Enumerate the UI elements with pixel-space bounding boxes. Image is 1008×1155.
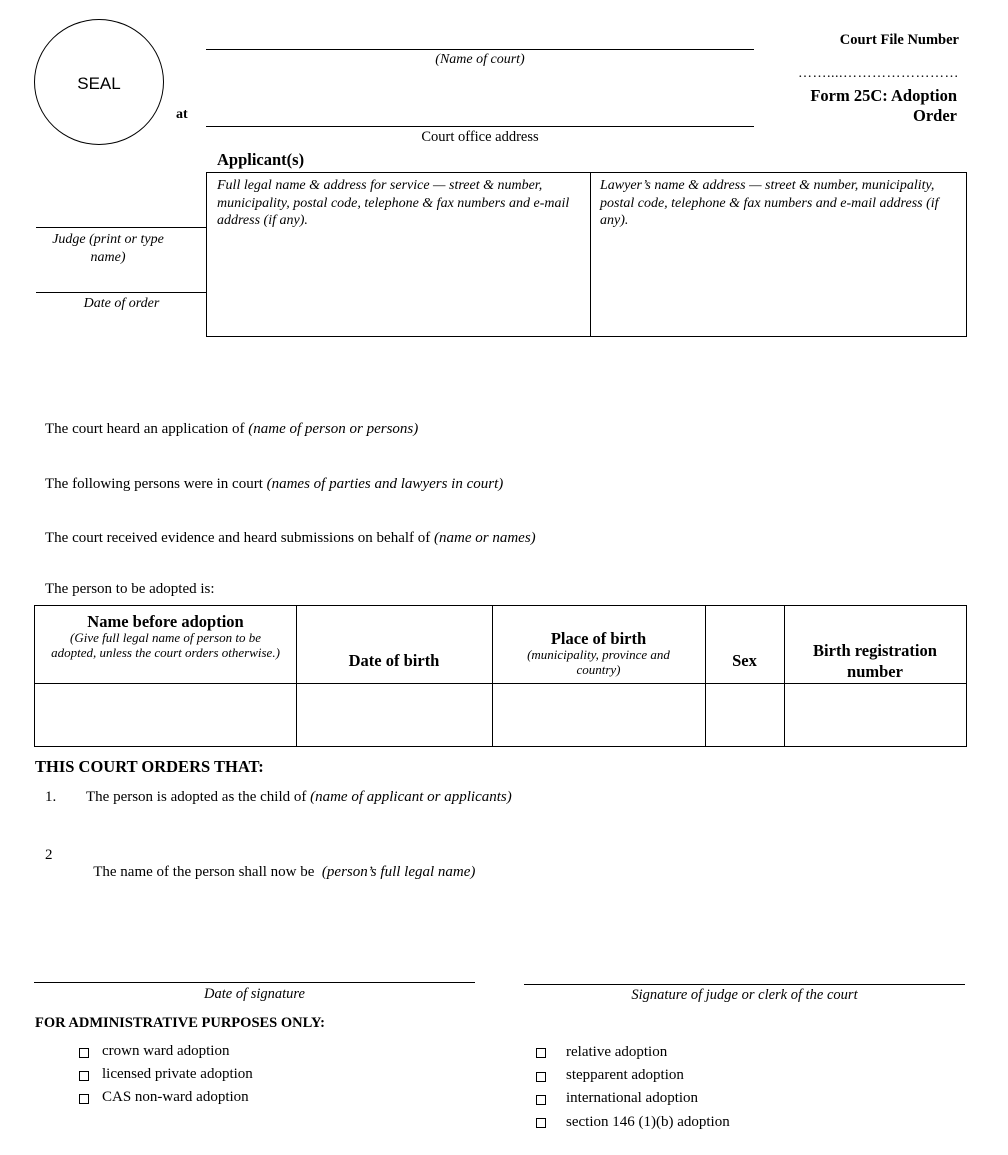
lawyer-cell-instructions: Lawyer’s name & address — street & number, municipality, postal code, telephone & fax numbers and e-mail address (if any). — [600, 178, 939, 228]
signature-line[interactable] — [524, 984, 965, 985]
court-name-line[interactable] — [206, 49, 754, 50]
seal-circle — [34, 19, 164, 145]
applicants-box — [206, 172, 967, 337]
th-date-of-birth: Date of birth — [348, 651, 440, 670]
applicant-cell[interactable] — [207, 173, 591, 336]
adoptee-table — [34, 605, 967, 747]
date-of-signature-line[interactable] — [34, 982, 475, 983]
court-file-number-label: Court File Number — [839, 32, 959, 48]
order-2-text: The name of the person shall now be (person’s full legal name) — [93, 864, 476, 880]
court-address-caption: Court office address — [421, 129, 539, 145]
cell-birth-registration-number[interactable] — [785, 684, 966, 746]
order-1-number: 1. — [45, 789, 57, 805]
checkbox-stepparent-adoption[interactable] — [536, 1072, 546, 1082]
order-2-number: 2 — [45, 847, 53, 863]
person-adopted-label: The person to be adopted is: — [45, 581, 215, 597]
court-address-line[interactable] — [206, 126, 754, 127]
checkbox-crown-ward-adoption[interactable] — [79, 1048, 89, 1058]
cell-place-of-birth[interactable] — [493, 684, 705, 746]
recital-application: The court heard an application of (name of person or persons) — [45, 421, 419, 437]
th-birth-registration-number: Birth registration number — [813, 641, 937, 681]
date-of-order-line[interactable] — [36, 292, 207, 293]
checkbox-cas-non-ward-adoption[interactable] — [79, 1094, 89, 1104]
recital-evidence: The court received evidence and heard submissions on behalf of (name or names) — [45, 530, 536, 546]
label-relative-adoption: relative adoption — [566, 1044, 668, 1060]
form-title-line2: Order — [913, 106, 957, 125]
checkbox-international-adoption[interactable] — [536, 1095, 546, 1105]
cell-name-before-adoption[interactable] — [35, 684, 296, 746]
seal-label: SEAL — [77, 74, 121, 93]
checkbox-relative-adoption[interactable] — [536, 1048, 546, 1058]
recital-persons-in-court: The following persons were in court (names of parties and lawyers in court) — [45, 476, 504, 492]
th-sex: Sex — [732, 651, 757, 670]
label-stepparent-adoption: stepparent adoption — [566, 1067, 684, 1083]
applicant-cell-instructions: Full legal name & address for service — street & number, municipality, postal code, telephone & fax numbers and e-mail address (if any). — [217, 178, 570, 228]
cell-sex[interactable] — [706, 684, 784, 746]
label-international-adoption: international adoption — [566, 1090, 699, 1106]
label-licensed-private-adoption: licensed private adoption — [102, 1066, 253, 1082]
label-crown-ward-adoption: crown ward adoption — [102, 1043, 230, 1059]
th-place-of-birth: Place of birth (municipality, province and country) — [527, 629, 670, 677]
signature-caption: Signature of judge or clerk of the court — [631, 987, 858, 1003]
date-of-signature-caption: Date of signature — [204, 986, 305, 1002]
applicants-heading: Applicant(s) — [217, 150, 305, 169]
label-cas-non-ward-adoption: CAS non-ward adoption — [102, 1089, 249, 1105]
form-title-line1: Form 25C: Adoption — [810, 86, 957, 105]
court-file-number-field[interactable]: ……....…………………… — [798, 66, 959, 81]
label-section-146-adoption: section 146 (1)(b) adoption — [566, 1114, 730, 1130]
date-of-order-caption: Date of order — [83, 296, 160, 311]
admin-heading: FOR ADMINISTRATIVE PURPOSES ONLY: — [35, 1015, 325, 1031]
court-name-caption: (Name of court) — [435, 52, 525, 67]
checkbox-section-146-adoption[interactable] — [536, 1118, 546, 1128]
lawyer-cell[interactable] — [591, 173, 966, 336]
judge-line[interactable] — [36, 227, 207, 228]
order-1-text: The person is adopted as the child of (name of applicant or applicants) — [86, 789, 512, 805]
checkbox-licensed-private-adoption[interactable] — [79, 1071, 89, 1081]
cell-date-of-birth[interactable] — [297, 684, 492, 746]
at-label: at — [176, 107, 188, 122]
orders-heading: THIS COURT ORDERS THAT: — [35, 757, 264, 776]
judge-caption: Judge (print or type name) — [52, 232, 164, 265]
th-name-before-adoption: Name before adoption (Give full legal name of person to be adopted, unless the court orders otherwise.) — [51, 612, 280, 660]
